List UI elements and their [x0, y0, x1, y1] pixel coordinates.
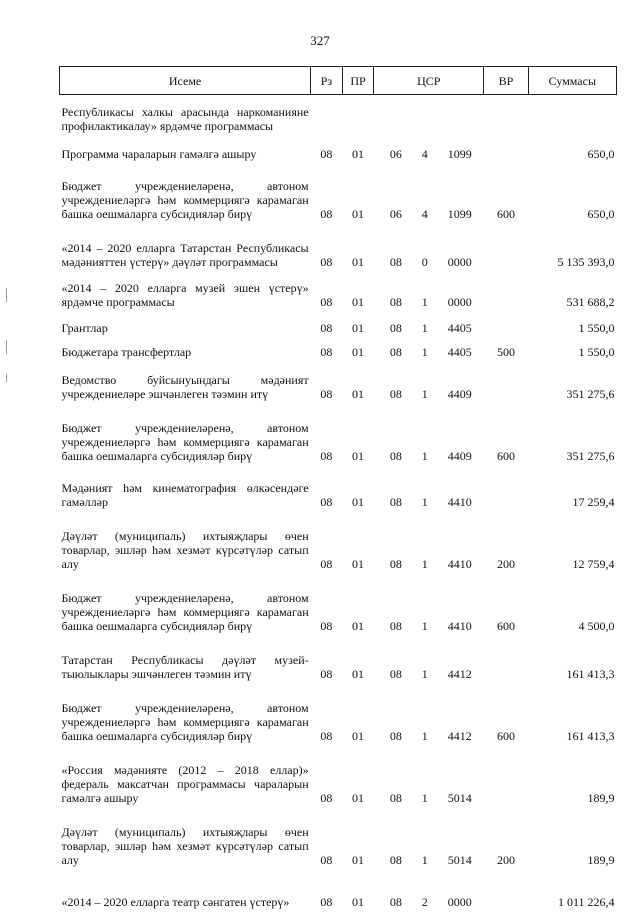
row-name: Бюджет учреждениеләренә, автоном учреждениеләргә һәм коммерциягә карамаган башка оешмаларга субсидияләр бирү	[61, 700, 309, 743]
row-rz: 08	[320, 146, 333, 161]
csr-parts	[376, 791, 482, 805]
row-sum: 1 550,0	[578, 320, 615, 335]
row-csr3: 1099	[447, 146, 472, 161]
row-csr2: 1	[421, 320, 428, 335]
row-csr2: 1	[421, 294, 428, 309]
header-csr: ЦСР	[374, 67, 484, 95]
csr-parts	[376, 295, 482, 309]
row-rz: 08	[320, 556, 333, 571]
row-csr	[374, 693, 484, 755]
margin-mark	[6, 340, 7, 354]
row-csr3: 4409	[447, 448, 472, 463]
table-row	[60, 169, 617, 233]
row-csr3: 4410	[447, 618, 472, 633]
row-csr	[374, 343, 484, 367]
row-rz: 08	[320, 618, 333, 633]
row-csr	[374, 169, 484, 233]
row-csr3: 4412	[447, 666, 472, 681]
row-csr2: 1	[421, 728, 428, 743]
table-row	[60, 693, 617, 755]
row-vr	[484, 95, 528, 145]
header-name: Исеме	[60, 67, 311, 95]
header-pr: ПР	[342, 67, 374, 95]
row-name: Республикасы халкы арасында наркоманияне профилактикалау» ярдәмче программасы	[61, 104, 309, 133]
row-csr2: 1	[421, 852, 428, 867]
row-csr	[374, 413, 484, 475]
row-pr: 01	[352, 556, 365, 571]
row-csr	[374, 475, 484, 521]
row-name: «2014 – 2020 елларга Татарстан Республикасы мәдәнияттен үстерү» дәүләт программасы	[61, 240, 309, 269]
row-csr3: 0000	[447, 254, 472, 269]
row-csr2: 1	[421, 666, 428, 681]
row-csr3: 4410	[447, 494, 472, 509]
row-pr: 01	[352, 320, 365, 335]
row-pr: 01	[352, 494, 365, 509]
row-name: «2014 – 2020 елларга музей эшен үстерү» ярдәмче программасы	[61, 280, 309, 309]
header-vr: ВР	[484, 67, 528, 95]
row-csr2: 2	[421, 894, 428, 909]
row-sum: 161 413,3	[566, 728, 615, 743]
row-vr	[484, 233, 528, 281]
header-rz: Рз	[311, 67, 343, 95]
row-sum: 351 275,6	[566, 386, 615, 401]
row-rz: 08	[320, 790, 333, 805]
table-body	[60, 95, 617, 915]
row-vr: 600	[496, 206, 515, 221]
row-vr	[484, 319, 528, 343]
csr-parts	[376, 449, 482, 463]
row-name: Бюджетара трансфертлар	[61, 344, 192, 359]
row-csr3: 4405	[447, 320, 472, 335]
row-csr	[374, 755, 484, 817]
row-pr: 01	[352, 206, 365, 221]
row-csr	[374, 319, 484, 343]
table-row	[60, 145, 617, 169]
row-pr	[342, 95, 374, 145]
row-vr: 600	[496, 618, 515, 633]
csr-parts	[376, 853, 482, 867]
row-csr1: 08	[389, 344, 402, 359]
row-vr	[484, 755, 528, 817]
table-header-row	[60, 67, 617, 95]
row-csr1: 08	[389, 618, 402, 633]
row-name: Бюджет учреждениеләренә, автоном учреждениеләргә һәм коммерциягә карамаган башка оешмаларга субсидияләр бирү	[61, 420, 309, 463]
header-sum: Суммасы	[528, 67, 616, 95]
row-sum: 4 500,0	[578, 618, 615, 633]
row-pr: 01	[352, 146, 365, 161]
row-csr3: 5014	[447, 852, 472, 867]
row-csr1: 08	[389, 448, 402, 463]
row-csr2: 1	[421, 790, 428, 805]
row-pr: 01	[352, 386, 365, 401]
row-name: Дәүләт (муниципаль) ихтыяҗлары өчен товарлар, эшләр һәм хезмәт күрсәтүләр сатып алу	[61, 824, 309, 867]
row-csr3: 5014	[447, 790, 472, 805]
row-sum: 189,9	[587, 852, 615, 867]
row-csr2: 1	[421, 494, 428, 509]
row-rz: 08	[320, 728, 333, 743]
row-rz: 08	[320, 320, 333, 335]
row-vr: 200	[496, 556, 515, 571]
row-csr2: 0	[421, 254, 428, 269]
csr-parts	[376, 387, 482, 401]
row-csr1: 08	[389, 556, 402, 571]
table-row	[60, 233, 617, 281]
row-csr2: 1	[421, 344, 428, 359]
row-csr3: 0000	[447, 894, 472, 909]
table-row	[60, 95, 617, 145]
row-csr1: 08	[389, 790, 402, 805]
row-rz: 08	[320, 494, 333, 509]
table-row	[60, 583, 617, 645]
row-sum: 189,9	[587, 790, 615, 805]
row-vr	[484, 367, 528, 413]
row-vr: 200	[496, 852, 515, 867]
table-row	[60, 879, 617, 915]
table-row	[60, 645, 617, 693]
row-pr: 01	[352, 728, 365, 743]
row-csr1: 08	[389, 894, 402, 909]
csr-parts	[376, 147, 482, 161]
row-name: «Россия мәдәнияте (2012 – 2018 еллар)» федераль максатчан программасы чараларын гамәлгә ашыру	[61, 762, 309, 805]
csr-parts	[376, 729, 482, 743]
row-csr	[374, 817, 484, 879]
table-row	[60, 755, 617, 817]
row-rz: 08	[320, 852, 333, 867]
row-rz: 08	[320, 666, 333, 681]
row-csr2: 4	[421, 206, 428, 221]
row-pr: 01	[352, 666, 365, 681]
margin-mark	[6, 374, 7, 382]
row-rz: 08	[320, 344, 333, 359]
csr-parts	[376, 321, 482, 335]
row-name: «2014 – 2020 елларга театр сәнгатен үстерү»	[61, 894, 290, 909]
row-csr2: 4	[421, 146, 428, 161]
row-name: Мәдәният һәм кинематография өлкәсендәге гамәлләр	[61, 480, 309, 509]
page-number: 327	[310, 33, 330, 48]
row-name: Ведомство буйсынуындагы мәдәният учреждениеләре эшчәнлеген тәэмин итү	[61, 372, 309, 401]
row-csr2: 1	[421, 386, 428, 401]
row-name: Грантлар	[61, 320, 108, 335]
row-csr1: 08	[389, 320, 402, 335]
csr-parts	[376, 207, 482, 221]
row-csr3: 0000	[447, 294, 472, 309]
table-row	[60, 319, 617, 343]
row-pr: 01	[352, 894, 365, 909]
row-csr	[374, 145, 484, 169]
row-pr: 01	[352, 448, 365, 463]
row-csr1: 08	[389, 728, 402, 743]
budget-table	[59, 66, 617, 915]
row-pr: 01	[352, 852, 365, 867]
row-name: Татарстан Республикасы дәүләт музей-тыюлыклары эшчәнлеген тәэмин итү	[61, 652, 309, 681]
row-sum: 161 413,3	[566, 666, 615, 681]
row-sum: 5 135 393,0	[557, 254, 615, 269]
row-csr1: 08	[389, 666, 402, 681]
row-name: Программа чараларын гамәлгә ашыру	[61, 146, 257, 161]
row-vr: 600	[496, 728, 515, 743]
row-csr	[374, 281, 484, 319]
row-sum: 17 259,4	[572, 494, 615, 509]
row-pr: 01	[352, 790, 365, 805]
row-csr1: 06	[389, 206, 402, 221]
row-csr2: 1	[421, 618, 428, 633]
row-csr3: 4409	[447, 386, 472, 401]
row-rz: 08	[320, 294, 333, 309]
row-csr1: 06	[389, 146, 402, 161]
row-sum	[528, 95, 616, 145]
csr-parts	[376, 557, 482, 571]
row-csr1: 08	[389, 386, 402, 401]
row-csr	[374, 583, 484, 645]
row-pr: 01	[352, 294, 365, 309]
row-vr	[484, 645, 528, 693]
row-csr	[374, 95, 484, 145]
csr-parts	[376, 667, 482, 681]
row-rz: 08	[320, 386, 333, 401]
row-sum: 650,0	[587, 146, 615, 161]
row-vr	[484, 281, 528, 319]
table-row	[60, 281, 617, 319]
row-vr	[484, 475, 528, 521]
row-pr: 01	[352, 254, 365, 269]
row-csr	[374, 367, 484, 413]
table-row	[60, 413, 617, 475]
row-csr1: 08	[389, 254, 402, 269]
margin-mark	[6, 288, 7, 302]
row-rz: 08	[320, 254, 333, 269]
row-pr: 01	[352, 618, 365, 633]
row-csr3: 4410	[447, 556, 472, 571]
row-sum: 351 275,6	[566, 448, 615, 463]
row-vr	[484, 879, 528, 915]
table-row	[60, 817, 617, 879]
row-rz: 08	[320, 206, 333, 221]
row-csr2: 1	[421, 556, 428, 571]
table-row	[60, 367, 617, 413]
row-csr3: 4412	[447, 728, 472, 743]
table-row	[60, 343, 617, 367]
row-csr3: 1099	[447, 206, 472, 221]
row-vr	[484, 145, 528, 169]
row-vr: 500	[496, 344, 515, 359]
row-csr	[374, 645, 484, 693]
row-sum: 12 759,4	[572, 556, 615, 571]
table-row	[60, 475, 617, 521]
csr-parts	[376, 255, 482, 269]
table-row	[60, 521, 617, 583]
row-sum: 650,0	[587, 206, 615, 221]
row-csr3: 4405	[447, 344, 472, 359]
row-sum: 1 011 226,4	[557, 894, 615, 909]
row-name: Бюджет учреждениеләренә, автоном учреждениеләргә һәм коммерциягә карамаган башка оешмаларга субсидияләр бирү	[61, 590, 309, 633]
row-pr: 01	[352, 344, 365, 359]
row-rz: 08	[320, 894, 333, 909]
row-csr1: 08	[389, 494, 402, 509]
row-csr	[374, 521, 484, 583]
row-sum: 1 550,0	[578, 344, 615, 359]
row-csr	[374, 233, 484, 281]
row-csr	[374, 879, 484, 915]
row-sum: 531 688,2	[566, 294, 615, 309]
csr-parts	[376, 495, 482, 509]
csr-parts	[376, 345, 482, 359]
row-rz	[311, 95, 343, 145]
row-csr1: 08	[389, 294, 402, 309]
row-name: Бюджет учреждениеләренә, автоном учреждениеләргә һәм коммерциягә карамаган башка оешмаларга субсидияләр бирү	[61, 178, 309, 221]
row-rz: 08	[320, 448, 333, 463]
row-name: Дәүләт (муниципаль) ихтыяҗлары өчен товарлар, эшләр һәм хезмәт күрсәтүләр сатып алу	[61, 528, 309, 571]
csr-parts	[376, 619, 482, 633]
row-csr2: 1	[421, 448, 428, 463]
row-vr: 600	[496, 448, 515, 463]
row-csr1: 08	[389, 852, 402, 867]
csr-parts	[376, 895, 482, 909]
